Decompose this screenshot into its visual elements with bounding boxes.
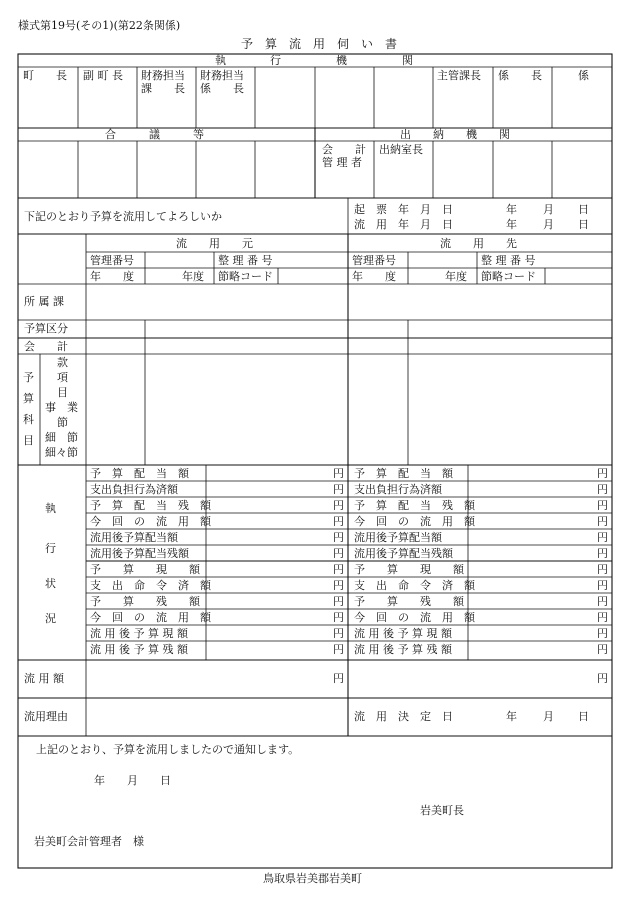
dest-exec-item-4: 今 回 の 流 用 額 xyxy=(354,515,475,528)
source-exec-item-1: 予 算 配 当 額 xyxy=(90,467,189,480)
dest-kanri-label: 管理番号 xyxy=(352,254,396,267)
dest-exec-item-3: 予 算 配 当 残 額 xyxy=(354,499,475,512)
notice-date: 年 月 日 xyxy=(94,774,171,787)
transfer-amount-yen-dest: 円 xyxy=(597,672,608,685)
source-exec-item-8: 支 出 命 令 済 額 xyxy=(90,579,211,592)
dest-heading: 流 用 先 xyxy=(440,237,517,250)
source-exec-item-3: 予 算 配 当 残 額 xyxy=(90,499,211,512)
source-exec-yen-2: 円 xyxy=(333,483,344,496)
source-exec-yen-1: 円 xyxy=(333,467,344,480)
transfer-amount-yen-source: 円 xyxy=(333,672,344,685)
source-kanri-label: 管理番号 xyxy=(90,254,134,267)
draft-year: 年 xyxy=(506,203,517,216)
accountant-label-1: 会 計 xyxy=(322,143,366,156)
recipient-label: 岩美町会計管理者 様 xyxy=(34,835,144,848)
source-exec-yen-11: 円 xyxy=(333,627,344,640)
subject-saisaisetsu: 細々節 xyxy=(45,446,78,459)
unit-head-label: 係 長 xyxy=(498,69,542,82)
dest-exec-item-10: 今 回 の 流 用 額 xyxy=(354,611,475,624)
dest-exec-item-12: 流 用 後 予 算 残 額 xyxy=(354,643,452,656)
exec-status-char-3: 状 xyxy=(45,577,56,590)
section-chief-label: 主管課長 xyxy=(437,69,481,82)
subject-jigyo: 事 業 xyxy=(45,401,78,414)
finance-chief-label-1: 財務担当 xyxy=(141,69,185,82)
council-heading: 合 議 等 xyxy=(105,128,204,141)
transfer-date-label: 流 用 年 月 日 xyxy=(354,218,453,231)
draft-date-label: 起 票 年 月 日 xyxy=(354,203,453,216)
dest-code-label: 節略コード xyxy=(481,270,536,283)
budget-subject-char-1: 予 xyxy=(23,371,34,384)
source-exec-item-5: 流用後予算配当額 xyxy=(90,531,178,544)
dest-exec-yen-5: 円 xyxy=(597,531,608,544)
source-exec-item-10: 今 回 の 流 用 額 xyxy=(90,611,211,624)
source-nendo-label: 年 度 xyxy=(90,270,134,283)
accountant-label-2: 管 理 者 xyxy=(322,156,362,169)
staff-label: 係 xyxy=(578,69,589,82)
executive-heading: 執 行 機 関 xyxy=(215,54,413,67)
dest-exec-item-7: 予 算 現 額 xyxy=(354,563,464,576)
finance-chief-label-2: 課 長 xyxy=(141,82,185,95)
budget-subject-char-2: 算 xyxy=(23,392,34,405)
source-exec-item-12: 流 用 後 予 算 残 額 xyxy=(90,643,188,656)
budget-category-label: 予算区分 xyxy=(24,322,68,335)
mayor-signature-label: 岩美町長 xyxy=(420,804,464,817)
dest-exec-item-6: 流用後予算配当残額 xyxy=(354,547,453,560)
budget-subject-char-3: 科 xyxy=(23,413,34,426)
source-code-label: 節略コード xyxy=(218,270,273,283)
dest-exec-item-1: 予 算 配 当 額 xyxy=(354,467,453,480)
department-label: 所 属 課 xyxy=(24,295,64,308)
dest-exec-item-5: 流用後予算配当額 xyxy=(354,531,442,544)
account-label: 会 計 xyxy=(24,340,68,353)
decision-month: 月 xyxy=(543,710,554,723)
source-exec-yen-3: 円 xyxy=(333,499,344,512)
source-exec-yen-8: 円 xyxy=(333,579,344,592)
footer-address: 鳥取県岩美郡岩美町 xyxy=(263,872,362,885)
source-exec-item-2: 支出負担行為済額 xyxy=(90,483,178,496)
transfer-year: 年 xyxy=(506,218,517,231)
dest-exec-yen-8: 円 xyxy=(597,579,608,592)
dest-exec-yen-9: 円 xyxy=(597,595,608,608)
source-exec-yen-5: 円 xyxy=(333,531,344,544)
finance-head-label-2: 係 長 xyxy=(200,82,244,95)
transfer-reason-label: 流用理由 xyxy=(24,710,68,723)
dest-exec-yen-12: 円 xyxy=(597,643,608,656)
dest-exec-item-11: 流 用 後 予 算 現 額 xyxy=(354,627,452,640)
dest-exec-yen-3: 円 xyxy=(597,499,608,512)
transfer-month: 月 xyxy=(543,218,554,231)
request-text: 下記のとおり予算を流用してよろしいか xyxy=(24,210,222,223)
dest-exec-item-8: 支 出 命 令 済 額 xyxy=(354,579,475,592)
source-exec-yen-12: 円 xyxy=(333,643,344,656)
dest-exec-yen-1: 円 xyxy=(597,467,608,480)
source-exec-item-6: 流用後予算配当残額 xyxy=(90,547,189,560)
source-exec-yen-10: 円 xyxy=(333,611,344,624)
form-title: 予 算 流 用 伺 い 書 xyxy=(241,37,398,51)
exec-status-char-2: 行 xyxy=(45,542,56,555)
dest-exec-item-2: 支出負担行為済額 xyxy=(354,483,442,496)
dest-nendo-unit: 年度 xyxy=(445,270,467,283)
treasury-heading: 出 納 機 関 xyxy=(400,128,510,141)
decision-day: 日 xyxy=(578,710,589,723)
decision-date-label: 流 用 決 定 日 xyxy=(354,710,453,723)
form-number: 様式第19号(その1)(第22条関係) xyxy=(18,19,181,32)
exec-status-char-1: 執 xyxy=(45,502,56,515)
source-exec-yen-6: 円 xyxy=(333,547,344,560)
subject-saisetsu: 細 節 xyxy=(45,431,78,444)
draft-month: 月 xyxy=(543,203,554,216)
source-nendo-unit: 年度 xyxy=(182,270,204,283)
exec-status-char-4: 況 xyxy=(45,612,56,625)
source-exec-item-9: 予 算 残 額 xyxy=(90,595,200,608)
draft-day: 日 xyxy=(578,203,589,216)
dest-exec-item-9: 予 算 残 額 xyxy=(354,595,464,608)
transfer-day: 日 xyxy=(578,218,589,231)
dest-exec-yen-2: 円 xyxy=(597,483,608,496)
treasury-room-label: 出納室長 xyxy=(379,143,423,156)
source-exec-item-7: 予 算 現 額 xyxy=(90,563,200,576)
dest-seiri-label: 整 理 番 号 xyxy=(481,254,536,267)
source-exec-item-4: 今 回 の 流 用 額 xyxy=(90,515,211,528)
transfer-amount-label: 流 用 額 xyxy=(24,672,64,685)
budget-subject-char-4: 目 xyxy=(23,434,34,447)
subject-moku: 目 xyxy=(57,386,68,399)
finance-head-label-1: 財務担当 xyxy=(200,69,244,82)
source-exec-yen-7: 円 xyxy=(333,563,344,576)
source-seiri-label: 整 理 番 号 xyxy=(218,254,273,267)
subject-kan: 款 xyxy=(57,356,68,369)
dest-exec-yen-10: 円 xyxy=(597,611,608,624)
subject-setsu: 節 xyxy=(57,416,68,429)
dest-exec-yen-11: 円 xyxy=(597,627,608,640)
dest-nendo-label: 年 度 xyxy=(352,270,396,283)
dest-exec-yen-4: 円 xyxy=(597,515,608,528)
notice-text: 上記のとおり、予算を流用しましたので通知します。 xyxy=(36,743,300,756)
deputy-mayor-cell-label: 副 町 長 xyxy=(83,69,123,82)
source-exec-item-11: 流 用 後 予 算 現 額 xyxy=(90,627,188,640)
dest-exec-yen-6: 円 xyxy=(597,547,608,560)
subject-kou: 項 xyxy=(57,371,68,384)
source-heading: 流 用 元 xyxy=(176,237,253,250)
source-exec-yen-9: 円 xyxy=(333,595,344,608)
mayor-cell-label: 町 長 xyxy=(23,69,67,82)
dest-exec-yen-7: 円 xyxy=(597,563,608,576)
decision-year: 年 xyxy=(506,710,517,723)
source-exec-yen-4: 円 xyxy=(333,515,344,528)
